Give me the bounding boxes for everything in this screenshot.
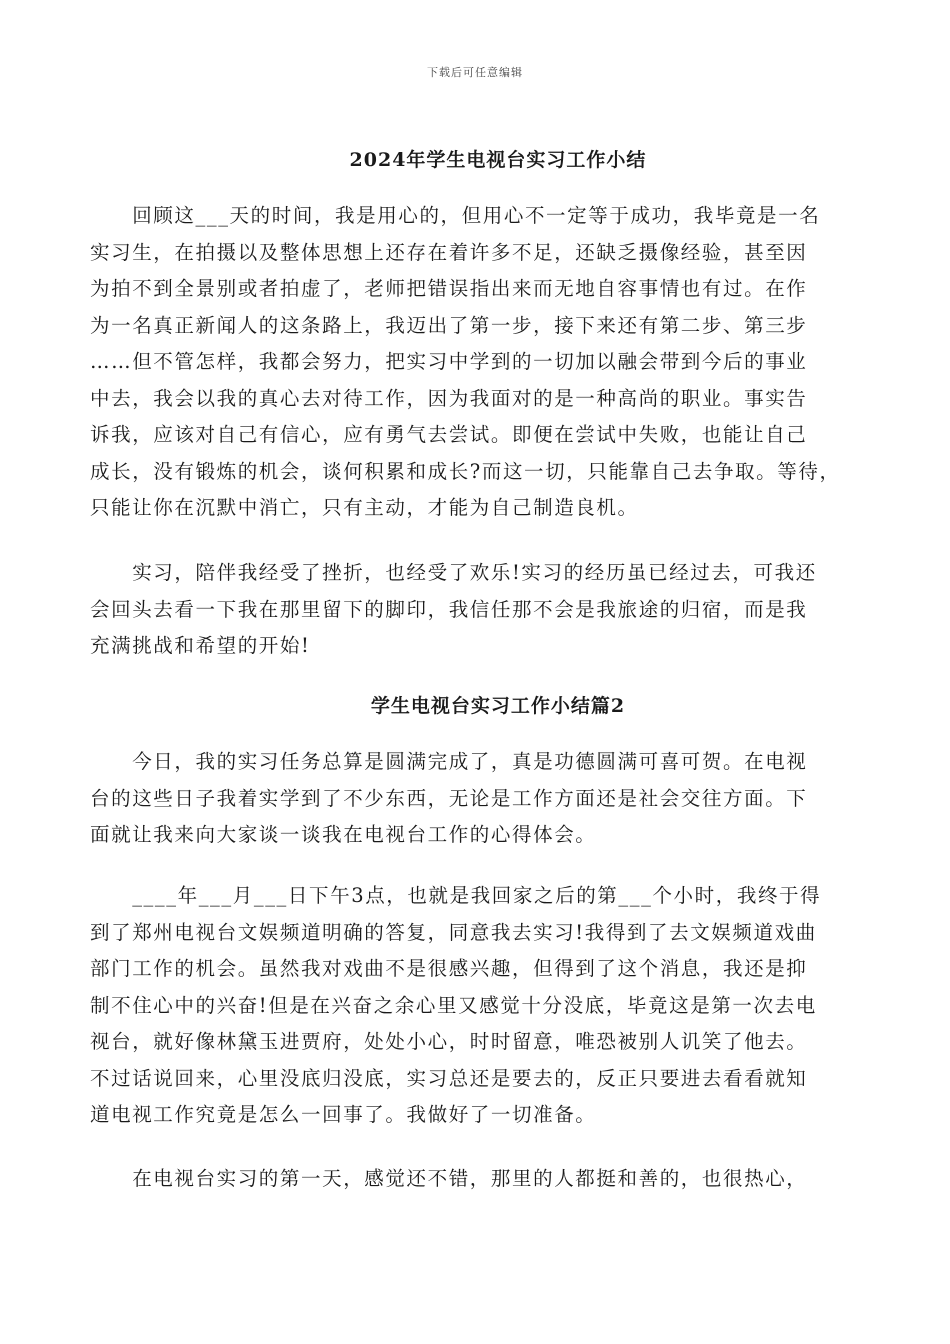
paragraph-line: 部门工作的机会。虽然我对戏曲不是很感兴趣，但得到了这个消息，我还是抑 [90, 957, 808, 980]
paragraph-line: 为一名真正新闻人的这条路上，我迈出了第一步，接下来还有第二步、第三步 [90, 313, 808, 337]
paragraph-line: 实习，陪伴我经受了挫折，也经受了欢乐!实习的经历虽已经过去，可我还 [90, 561, 817, 584]
paragraph-line: 中去，我会以我的真心去对待工作，因为我面对的是一种高尚的职业。事实告 [90, 386, 808, 410]
paragraph-line: 回顾这___天的时间，我是用心的，但用心不一定等于成功，我毕竟是一名 [90, 204, 821, 227]
paragraph-line: 成长，没有锻炼的机会，谈何积累和成长?而这一切，只能靠自己去争取。等待， [90, 459, 841, 483]
paragraph-line: 在电视台实习的第一天，感觉还不错，那里的人都挺和善的，也很热心， [90, 1167, 808, 1190]
paragraph-4 [90, 878, 860, 1134]
paragraph-line: 道电视工作究竟是怎么一回事了。我做好了一切准备。 [90, 1103, 597, 1126]
header-note: 下载后可任意编辑 [427, 66, 523, 79]
paragraph-line: 只能让你在沉默中消亡，只有主动，才能为自己制造良机。 [90, 496, 639, 519]
paragraph-2 [90, 555, 860, 665]
paragraph-line: 今日，我的实习任务总算是圆满完成了，真是功德圆满可喜可贺。在电视 [90, 750, 808, 773]
document-title: 2024年学生电视台实习工作小结 [349, 149, 647, 171]
paragraph-5 [90, 1161, 860, 1198]
paragraph-line: 台的这些日子我着实学到了不少东西，无论是工作方面还是社会交往方面。下 [90, 786, 808, 810]
paragraph-line: 面就让我来向大家谈一谈我在电视台工作的心得体会。 [90, 823, 597, 846]
paragraph-line: 到了郑州电视台文娱频道明确的答复，同意我去实习!我得到了去文娱频道戏曲 [90, 920, 817, 944]
paragraph-line: 视台，就好像林黛玉进贾府，处处小心，时时留意，唯恐被别人讥笑了他去。 [90, 1030, 808, 1053]
paragraph-line: 充满挑战和希望的开始! [90, 634, 311, 657]
section-title: 学生电视台实习工作小结篇2 [370, 695, 626, 717]
paragraph-line: 制不住心中的兴奋!但是在兴奋之余心里又感觉十分没底，毕竟这是第一次去电 [90, 993, 817, 1017]
paragraph-line: ……但不管怎样，我都会努力，把实习中学到的一切加以融会带到今后的事业 [90, 350, 808, 373]
paragraph-line: 实习生，在拍摄以及整体思想上还存在着许多不足，还缺乏摄像经验，甚至因 [90, 240, 808, 264]
paragraph-line: ____年___月___日下午3点，也就是我回家之后的第___个小时，我终于得 [90, 884, 822, 907]
paragraph-line: 会回头去看一下我在那里留下的脚印，我信任那不会是我旅途的归宿，而是我 [90, 597, 808, 621]
paragraph-line: 诉我，应该对自己有信心，应有勇气去尝试。即便在尝试中失败，也能让自己 [90, 423, 808, 446]
paragraph-line: 为拍不到全景别或者拍虚了，老师把错误指出来而无地自容事情也有过。在作 [90, 277, 808, 300]
paragraph-line: 不过话说回来，心里没底归没底，实习总还是要去的，反正只要进去看看就知 [90, 1066, 808, 1090]
paragraph-1 [90, 198, 860, 527]
paragraph-3 [90, 744, 860, 854]
